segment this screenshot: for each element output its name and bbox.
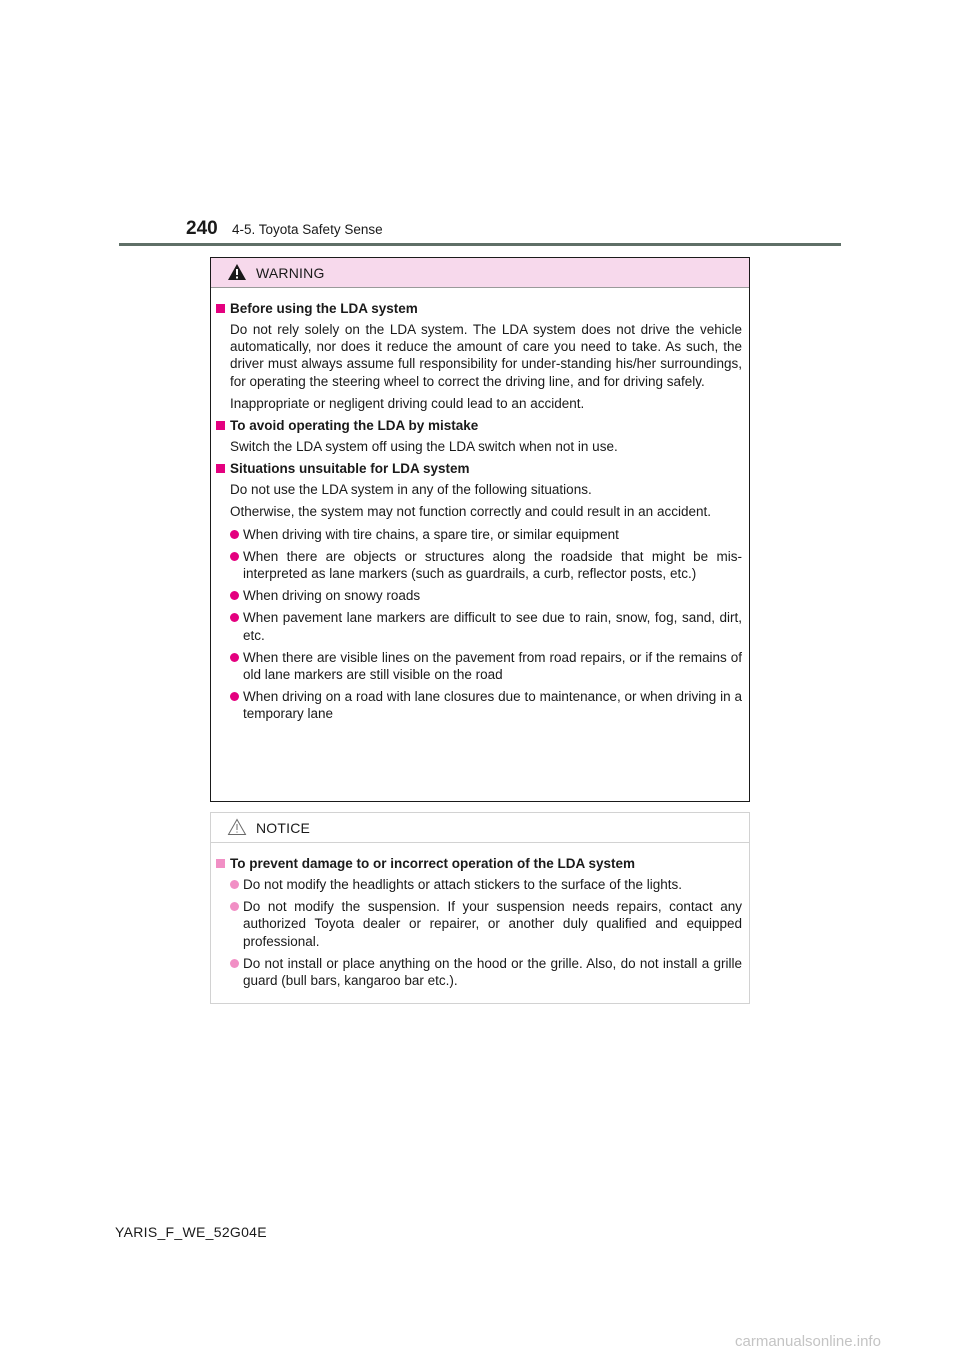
circle-bullet-icon	[230, 591, 239, 600]
notice-header	[211, 813, 749, 843]
warning-section	[211, 417, 749, 455]
circle-bullet-icon	[230, 692, 239, 701]
square-bullet-icon	[216, 464, 225, 473]
footer-code: YARIS_F_WE_52G04E	[115, 1224, 267, 1240]
warning-box	[210, 257, 750, 802]
warning-section-title: To avoid operating the LDA by mistake	[211, 417, 749, 434]
warning-section	[211, 460, 749, 722]
square-bullet-icon	[216, 304, 225, 313]
square-bullet-icon	[216, 859, 225, 868]
list-item: When driving with tire chains, a spare tire, or similar equipment	[230, 526, 742, 543]
warning-section	[211, 300, 749, 412]
notice-content	[211, 855, 749, 994]
list-item: Do not modify the headlights or attach stickers to the surface of the lights.	[230, 876, 742, 893]
list-item: When pavement lane markers are difficult to see due to rain, snow, fog, sand, dirt, etc.	[230, 609, 742, 643]
page-number: 240	[186, 218, 218, 239]
list-item: When driving on a road with lane closures due to maintenance, or when driving in a temporary lane	[230, 688, 742, 722]
warning-section-title: Before using the LDA system	[211, 300, 749, 317]
warning-section-title: Situations unsuitable for LDA system	[211, 460, 749, 477]
section-title: 4-5. Toyota Safety Sense	[232, 222, 383, 237]
circle-bullet-icon	[230, 959, 239, 968]
circle-bullet-icon	[230, 902, 239, 911]
watermark: carmanualsonline.info	[735, 1333, 881, 1350]
list-item: Do not install or place anything on the hood or the grille. Also, do not install a grille guard (bull bars, kangaroo bar etc.).	[230, 955, 742, 989]
notice-triangle-icon	[227, 818, 247, 836]
notice-box	[210, 812, 750, 1004]
list-item: When there are objects or structures along the roadside that might be mis-interpreted as lane markers (such as guardrails, a curb, reflector posts, etc.)	[230, 548, 742, 582]
header-rule	[119, 243, 841, 246]
notice-label: NOTICE	[256, 820, 311, 836]
warning-paragraph: Switch the LDA system off using the LDA switch when not in use.	[230, 439, 618, 455]
list-item: When there are visible lines on the pavement from road repairs, or if the remains of old lane markers are still visible on the road	[230, 649, 742, 683]
warning-paragraph: Do not rely solely on the LDA system. The LDA system does not drive the vehicle automatically, nor does it reduce the amount of care you need to take. As such, the driver must always assume full responsibility for under-standing his/her surroundings, for operating the steering wheel to correct the driving line, and for driving safely.	[230, 322, 742, 389]
notice-section-title: To prevent damage to or incorrect operation of the LDA system	[211, 855, 749, 872]
list-item: Do not modify the suspension. If your suspension needs repairs, contact any authorized Toyota dealer or repairer, or another duly qualified and equipped professional.	[230, 898, 742, 950]
warning-header	[211, 258, 749, 288]
warning-paragraph: Do not use the LDA system in any of the following situations.	[230, 482, 592, 498]
circle-bullet-icon	[230, 613, 239, 622]
circle-bullet-icon	[230, 880, 239, 889]
warning-paragraph: Otherwise, the system may not function correctly and could result in an accident.	[230, 504, 711, 520]
warning-label: WARNING	[256, 265, 325, 281]
circle-bullet-icon	[230, 653, 239, 662]
warning-content	[211, 300, 749, 728]
circle-bullet-icon	[230, 530, 239, 539]
square-bullet-icon	[216, 421, 225, 430]
warning-paragraph: Inappropriate or negligent driving could lead to an accident.	[230, 395, 585, 411]
list-item: When driving on snowy roads	[230, 587, 742, 604]
circle-bullet-icon	[230, 552, 239, 561]
warning-triangle-icon	[227, 263, 247, 281]
